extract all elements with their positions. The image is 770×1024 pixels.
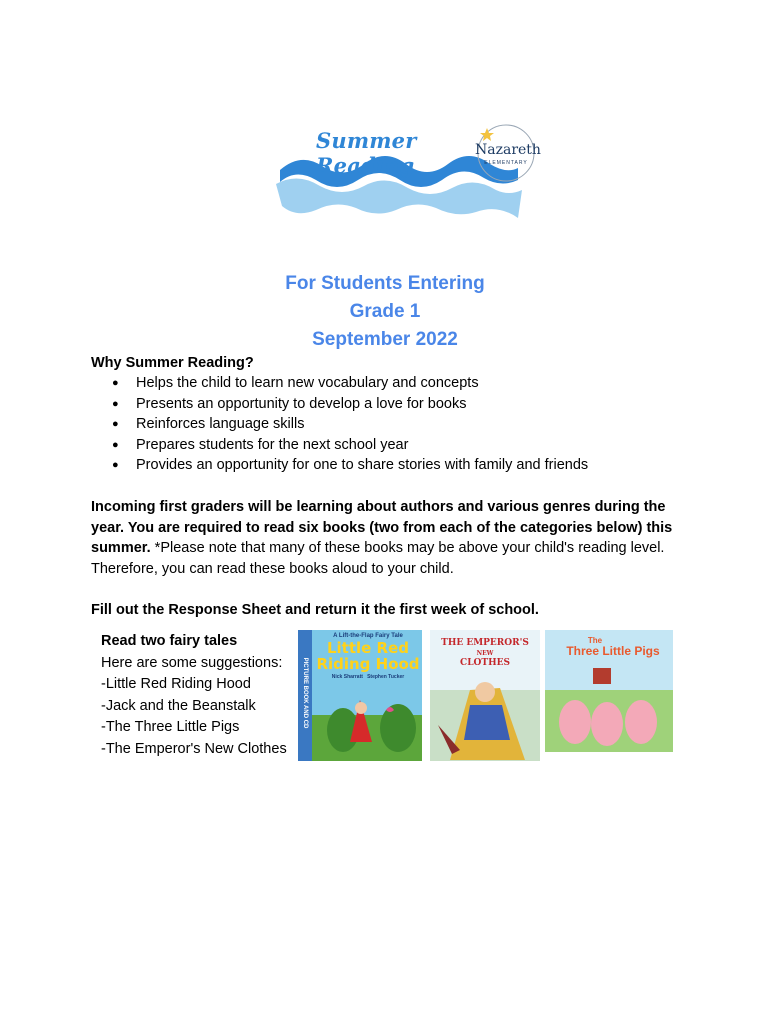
- book-title-line-1: THE EMPEROR'S: [441, 638, 529, 648]
- banner-title: Summer Reading: [316, 128, 417, 178]
- why-heading: Why Summer Reading?: [91, 355, 254, 371]
- list-item: ● Prepares students for the next school year: [112, 436, 409, 453]
- book-spine: PICTURE BOOK AND CD: [302, 657, 308, 729]
- logo-sub: ELEMENTARY: [484, 160, 528, 166]
- book-title-line-2: Three Little Pigs: [566, 644, 660, 658]
- book-title-line-1: The: [587, 636, 603, 645]
- fairy-tales-heading: Read two fairy tales: [101, 633, 238, 649]
- book-series: A Lift-the-Flap Fairy Tale: [333, 633, 403, 639]
- response-instruction: Fill out the Response Sheet and return it the first week of school.: [91, 602, 539, 618]
- book-cover-three-little-pigs: [545, 630, 673, 761]
- book-cover-emperors-new-clothes: [430, 630, 540, 761]
- book-authors: Nick Sharratt Stephen Tucker: [331, 674, 405, 680]
- nazareth-logo: [475, 122, 541, 184]
- book-title: Little Red Riding Hood: [316, 639, 420, 673]
- book-title-line-3: CLOTHES: [460, 658, 510, 668]
- book-cover-little-red-riding-hood: [298, 630, 422, 761]
- intro-bold-text: Incoming first graders will be learning about authors and various genres during the year. You are required to read six books (two from each of the categories below) this summer.: [91, 499, 673, 556]
- why-list: [110, 373, 588, 476]
- list-item: -The Three Little Pigs: [101, 719, 240, 735]
- logo-name: Nazareth: [475, 142, 541, 158]
- list-item: ● Reinforces language skills: [112, 416, 305, 432]
- heading-line-2: Grade 1: [349, 301, 421, 322]
- heading-line-3: September 2022: [312, 329, 458, 350]
- list-item: -The Emperor's New Clothes: [101, 740, 287, 757]
- list-item: ● Helps the child to learn new vocabulary and concepts: [112, 375, 479, 391]
- fairy-tales-subheading: Here are some suggestions:: [101, 654, 283, 671]
- heading-line-1: For Students Entering: [285, 273, 485, 294]
- book-title-line-2: NEW: [476, 650, 494, 657]
- intro-note-text: *Please note that many of these books may be above your child's reading level. Therefore, you can read these books aloud to your child.: [91, 540, 665, 577]
- fairy-tales-section: [101, 631, 287, 760]
- list-item: ● Provides an opportunity for one to share stories with family and friends: [112, 457, 589, 473]
- list-item: -Little Red Riding Hood: [101, 676, 251, 692]
- intro-paragraph: [91, 497, 691, 579]
- list-item: -Jack and the Beanstalk: [101, 697, 256, 714]
- list-item: ● Presents an opportunity to develop a love for books: [112, 395, 467, 412]
